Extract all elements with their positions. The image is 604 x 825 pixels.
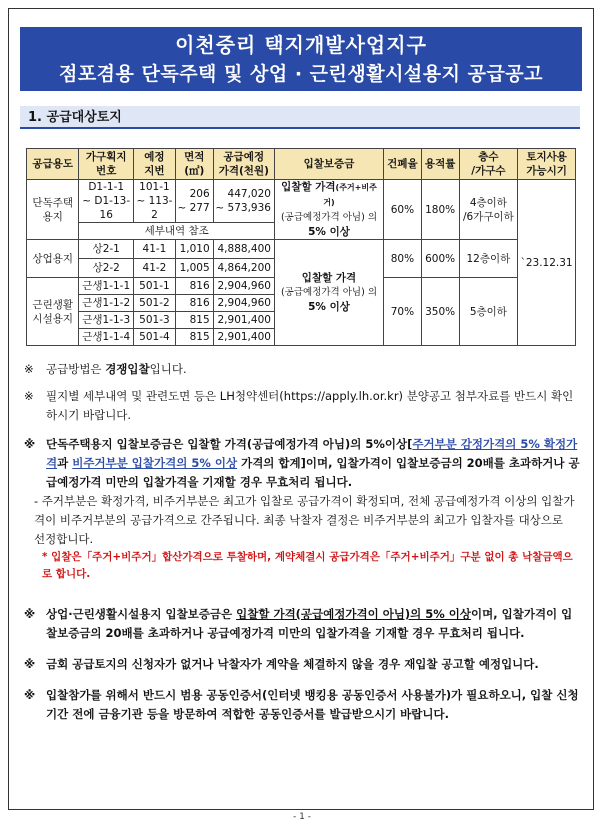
note-mark: ※ xyxy=(24,437,36,451)
note-details: ※ 필지별 세부내역 및 관련도면 등은 LH청약센터(https://apply.lh.or.kr) 분양공고 첨부자료를 반드시 확인하시기 바랍니다. xyxy=(24,389,574,422)
header-deposit: 입찰보증금 xyxy=(274,149,383,180)
cell-area: 1,005 xyxy=(175,259,213,278)
header-price: 공급예정 가격(천원) xyxy=(213,149,274,180)
cell-price: 2,901,400 xyxy=(213,312,274,329)
note-certificate: ※ 입찰참가를 위해서 반드시 범용 공동인증서(인터넷 뱅킹용 공동인증서 사용불가)가 필요하오니, 입찰 신청기간 전에 금융기관 등을 방문하여 적합한 공동인증서를 발급받으시기 바랍니다. xyxy=(24,688,579,721)
header-use-time: 토지사용 가능시기 xyxy=(518,149,576,180)
cell-lot: 근생1-1-1 xyxy=(79,278,134,295)
header-far: 용적률 xyxy=(421,149,459,180)
cell-far: 600% xyxy=(421,240,459,278)
cell-use-commercial: 상업용지 xyxy=(27,240,79,278)
supply-land-table xyxy=(26,148,576,346)
cell-area: 815 xyxy=(175,312,213,329)
section-heading: 1. 공급대상토지 xyxy=(20,106,580,129)
note-detached-sub: - 주거부분은 확정가격, 비주거부분은 최고가 입찰로 공급가격이 확정되며, 전체 공급예정가격 이상의 입찰가격이 비주거부분의 공급가격으로 간주됩니다. 최종 낙찰자 결정은 비주거부분의 최고가 입찰자를 대상으로 선정합니다. xyxy=(34,494,575,546)
cell-area: 816 xyxy=(175,295,213,312)
cell-price: 4,864,200 xyxy=(213,259,274,278)
title-banner xyxy=(20,27,582,91)
cell-price: 2,904,960 xyxy=(213,278,274,295)
title-line-2: 점포겸용 단독주택 및 상업 · 근린생활시설용지 공급공고 xyxy=(58,63,544,85)
header-floors: 층수 /가구수 xyxy=(459,149,518,180)
note-mark: ※ xyxy=(24,607,36,621)
cell-lot: 근생1-1-2 xyxy=(79,295,134,312)
header-lot: 가구획지 번호 xyxy=(79,149,134,180)
cell-price: 4,888,400 xyxy=(213,240,274,259)
cell-price: 2,901,400 xyxy=(213,329,274,346)
cell-price: 2,904,960 xyxy=(213,295,274,312)
cell-plan: 501-3 xyxy=(133,312,175,329)
table-row xyxy=(27,240,576,259)
cell-plan: 101-1 ~ 113-2 xyxy=(133,180,175,223)
note-mark: ※ xyxy=(24,657,36,671)
cell-lot: 근생1-1-4 xyxy=(79,329,134,346)
header-use: 공급용도 xyxy=(27,149,79,180)
cell-use-time: `23.12.31 xyxy=(518,180,576,346)
cell-lot: D1-1-1 ~ D1-13-16 xyxy=(79,180,134,223)
table-row xyxy=(27,180,576,223)
table-header-row xyxy=(27,149,576,180)
cell-area: 1,010 xyxy=(175,240,213,259)
header-bcr: 건폐율 xyxy=(384,149,422,180)
cell-use-detached: 단독주택 용지 xyxy=(27,180,79,240)
cell-floors: 4층이하 /6가구이하 xyxy=(459,180,518,240)
note-detached-red: * 입찰은「주거+비주거」합산가격으로 투찰하며, 계약체결시 공급가격은「주거+비주거」구분 없이 총 낙찰금액으로 합니다. xyxy=(42,551,573,580)
title-line-1: 이천중리 택지개발사업지구 xyxy=(175,33,427,57)
note-supply-method: ※ 공급방법은 경쟁입찰입니다. xyxy=(24,360,580,379)
cell-bcr: 80% xyxy=(384,240,422,278)
note-commercial-deposit: ※ 상업·근린생활시설용지 입찰보증금은 입찰할 가격(공급예정가격이 아님)의 5% 이상이며, 입찰가격이 입찰보증금의 20배를 초과하거나 공급예정가격 미만의 입찰가격을 기재할 경우 무효처리 됩니다. xyxy=(24,607,573,640)
note-rebid: ※ 금회 공급토지의 신청자가 없거나 낙찰자가 계약을 체결하지 않을 경우 재입찰 공고할 예정입니다. xyxy=(24,655,580,674)
cell-lot: 근생1-1-3 xyxy=(79,312,134,329)
cell-plan: 501-2 xyxy=(133,295,175,312)
cell-far: 350% xyxy=(421,278,459,346)
header-plan: 예정 지번 xyxy=(133,149,175,180)
cell-deposit-detached: 입찰할 가격(주거+비주거) (공급예정가격 아님) 의 5% 이상 xyxy=(274,180,383,240)
cell-use-neighborhood: 근린생활 시설용지 xyxy=(27,278,79,346)
cell-bcr: 70% xyxy=(384,278,422,346)
cell-lot: 상2-2 xyxy=(79,259,134,278)
cell-price: 447,020 ~ 573,936 xyxy=(213,180,274,223)
cell-area: 815 xyxy=(175,329,213,346)
cell-area: 206 ~ 277 xyxy=(175,180,213,223)
cell-lot: 상2-1 xyxy=(79,240,134,259)
cell-deposit-shared: 입찰할 가격 (공급예정가격 아님) 의 5% 이상 xyxy=(274,240,383,346)
notes-section xyxy=(24,360,580,724)
note-detached-deposit: ※ 단독주택용지 입찰보증금은 입찰할 가격(공급예정가격 아님)의 5%이상[주거부분 감정가격의 5% 확정가격과 비주거부분 입찰가격의 5% 이상 가격의 합계]이며, 입찰가격이 입찰보증금의 20배를 초과하거나 공급예정가격 미만의 입찰가격을 기재할 경우 무효처리 됩니다. xyxy=(24,437,580,489)
cell-floors: 5층이하 xyxy=(459,278,518,346)
cell-area: 816 xyxy=(175,278,213,295)
cell-plan: 501-1 xyxy=(133,278,175,295)
note-mark: ※ xyxy=(24,688,36,702)
cell-bcr: 60% xyxy=(384,180,422,240)
cell-plan: 41-2 xyxy=(133,259,175,278)
cell-plan: 41-1 xyxy=(133,240,175,259)
note-mark: ※ xyxy=(24,389,34,403)
cell-far: 180% xyxy=(421,180,459,240)
cell-floors: 12층이하 xyxy=(459,240,518,278)
cell-plan: 501-4 xyxy=(133,329,175,346)
header-area: 면적 (㎡) xyxy=(175,149,213,180)
cell-detail-reference: 세부내역 참조 xyxy=(79,223,275,240)
note-mark: ※ xyxy=(24,362,34,376)
page-number: - 1 - xyxy=(293,812,311,822)
